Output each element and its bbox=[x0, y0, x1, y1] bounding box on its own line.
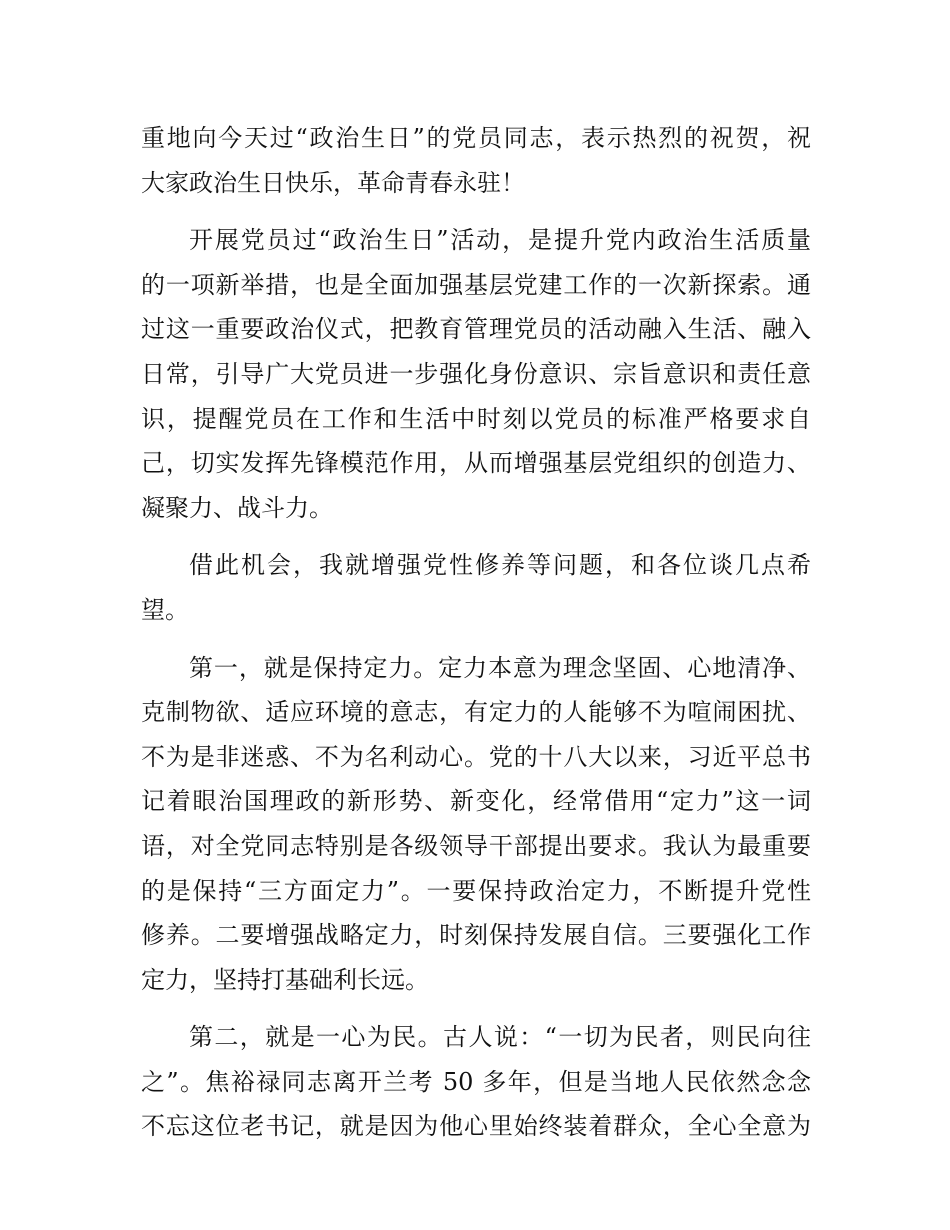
paragraph-2 bbox=[141, 218, 811, 530]
text-line: 望。 bbox=[141, 595, 189, 624]
text-line: 大家政治生日快乐，革命青春永驻！ bbox=[141, 168, 525, 197]
text-line: 日常，引导广大党员进一步强化身份意识、宗旨意识和责任意 bbox=[141, 359, 811, 388]
text-line: 记着眼治国理政的新形势、新变化，经常借用“定力”这一词 bbox=[141, 787, 811, 816]
text-line: 第二，就是一心为民。古人说：“一切为民者，则民向往 bbox=[189, 1023, 811, 1052]
text-line: 修养。二要增强战略定力，时刻保持发展自信。三要强化工作 bbox=[141, 921, 811, 950]
text-line: 克制物欲、适应环境的意志，有定力的人能够不为喧闹困扰、 bbox=[141, 698, 811, 727]
paragraph-5 bbox=[141, 1015, 811, 1149]
text-line: 借此机会，我就增强党性修养等问题，和各位谈几点希 bbox=[189, 551, 811, 580]
text-line: 凝聚力、战斗力。 bbox=[141, 493, 333, 522]
text-line: 不为是非迷惑、不为名利动心。党的十八大以来，习近平总书 bbox=[141, 742, 811, 771]
paragraph-3 bbox=[141, 543, 811, 632]
paragraph-4 bbox=[141, 646, 811, 1003]
text-line: 第一，就是保持定力。定力本意为理念坚固、心地清净、 bbox=[189, 653, 811, 682]
text-line: 定力，坚持打基础利长远。 bbox=[141, 965, 429, 994]
text-line: 语，对全党同志特别是各级领导干部提出要求。我认为最重要 bbox=[141, 831, 811, 860]
document-body bbox=[141, 116, 811, 1149]
text-line: 不忘这位老书记，就是因为他心里始终装着群众，全心全意为 bbox=[141, 1112, 811, 1141]
text-line: 的一项新举措，也是全面加强基层党建工作的一次新探索。通 bbox=[141, 270, 811, 299]
text-line: 开展党员过“政治生日”活动，是提升党内政治生活质量 bbox=[189, 226, 811, 255]
text-line: 重地向今天过“政治生日”的党员同志，表示热烈的祝贺，祝 bbox=[141, 124, 811, 152]
text-line: 过这一重要政治仪式，把教育管理党员的活动融入生活、融入 bbox=[141, 315, 811, 344]
text-line: 识，提醒党员在工作和生活中时刻以党员的标准严格要求自 bbox=[141, 404, 811, 433]
text-line: 己，切实发挥先锋模范作用，从而增强基层党组织的创造力、 bbox=[141, 449, 811, 478]
text-line: 的是保持“三方面定力”。一要保持政治定力，不断提升党性 bbox=[141, 876, 811, 905]
paragraph-1 bbox=[141, 116, 811, 205]
text-line: 之”。焦裕禄同志离开兰考 50 多年，但是当地人民依然念念 bbox=[141, 1067, 811, 1096]
